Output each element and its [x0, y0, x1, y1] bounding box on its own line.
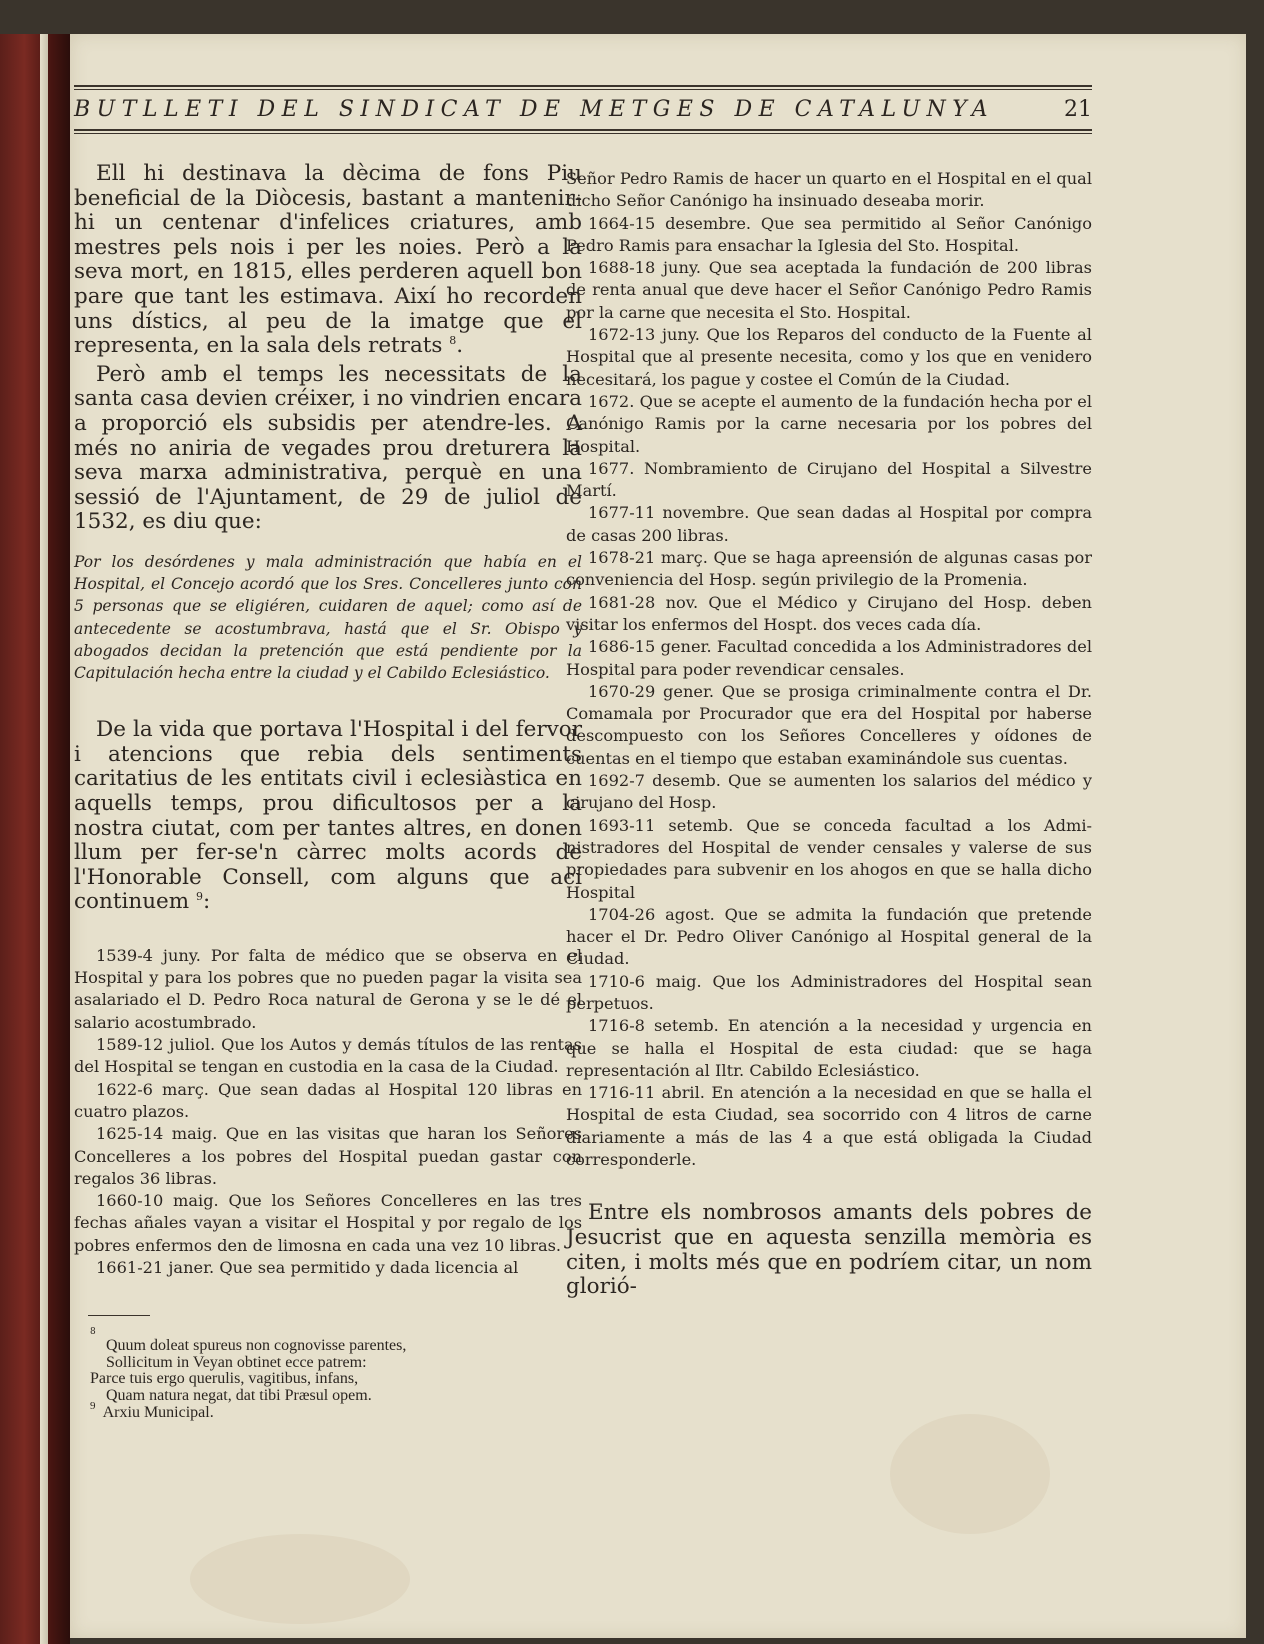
- record-entry: 1660-10 maig. Que los Señores Concelleres en las tres fechas añales vayan a visitar el Hospital y por regalo de los pobres enfermos den de limosna en cada una vez 10 libras.: [74, 1191, 582, 1255]
- record-entry: 1681-28 nov. Que el Médico y Cirujano del Hosp. deben visitar los enfermos del Hospt. dos veces cada día.: [566, 592, 1092, 634]
- footnote-ref: 9: [196, 890, 203, 904]
- footnote-9: $^9$ Arxiu Municipal.: [90, 1400, 214, 1422]
- record-entry: 1677. Nombramiento de Cirujano del Hospital a Silvestre Martí.: [566, 458, 1092, 501]
- record-entry: 1664-15 desembre. Que sea permitido al Señor Canónigo Pedro Ramis para ensachar la Iglesia del Sto. Hospital.: [566, 213, 1092, 255]
- record-entry: 1693-11 setemb. Que se conceda facultad a los Administradores del Hospital de vender censales y valerse de sus propiedades para subvenir en los ahogos en que se halla dicho Hospital: [566, 815, 1092, 902]
- record-entry: 1677-11 novembre. Que sean dadas al Hospital por compra de casas 200 libras.: [566, 503, 1092, 545]
- record-entry: 1625-14 maig. Que en las visitas que haran los Señores Concelleres a los pobres del Hospital puedan gastar con regalos 36 libras.: [74, 1124, 582, 1188]
- quoted-record: Por los desórdenes y mala administración que había en el Hospital, el Concejo acordó que los Sres. Concelleres junto con 5 personas que se eligiéren, cuidaren de aquel; como así de antecedente se acostumbrava, hastá que el Sr. Obispo y abogados decidan la pretención que está pendiente por la Capitulación hecha entre la ciudad y el Cabildo Eclesiástico.: [74, 552, 582, 682]
- left-column: [74, 162, 582, 1422]
- running-header: [74, 49, 1092, 139]
- page-edge: [40, 34, 48, 1644]
- record-entry: 1686-15 gener. Facultad concedida a los Administradores del Hospital para poder revendicar censales.: [566, 637, 1092, 679]
- closing-paragraph: Entre els nombrosos amants dels pobres de Jesucrist que en aquesta senzilla memòria es citen, i molts més que en podríem citar, un nom glorió-: [566, 1200, 1092, 1300]
- record-entry: 1678-21 març. Que se haga apreensión de algunas casas por conveniencia del Hosp. según privilegio de la Promenia.: [566, 548, 1092, 590]
- footnote-poem: Quum doleat spureus non cognovisse parentes, Sollicitum in Veyan obtinet ecce patrem: Parce tuis ergo querulis, vagitibus, infans, Quam natura negat, dat tibi Præsul opem.: [90, 1337, 407, 1404]
- record-entry: 1672-13 juny. Que los Reparos del conducto de la Fuente al Hospital que al presente necesita, como y los que en venidero necesitará, los pague y costee el Común de la Ciudad.: [566, 325, 1092, 389]
- record-entry: 1589-12 juliol. Que los Autos y demás títulos de las rentas del Hospital se tengan en custodia en la casa de la Ciudad.: [74, 1035, 582, 1077]
- record-entry: 1710-6 maig. Que los Administradores del Hospital sean perpetuos.: [566, 971, 1092, 1013]
- right-column: [566, 168, 1092, 1300]
- page-number: 21: [1064, 97, 1092, 122]
- record-entry: Señor Pedro Ramis de hacer un quarto en el Hospital en el qual dicho Señor Canónigo ha insinuado deseaba morir.: [566, 169, 1092, 211]
- record-entry: 1688-18 juny. Que sea aceptada la fundación de 200 libras de renta anual que deve hacer el Señor Canónigo Pedro Ramis por la carne que necesita el Sto. Hospital.: [566, 258, 1092, 322]
- record-entry: 1692-7 desemb. Que se aumenten los salarios del médico y cirujano del Hosp.: [566, 771, 1092, 813]
- footnote-ref: 8: [449, 334, 457, 348]
- record-entry: 1704-26 agost. Que se admita la fundación que pretende hacer el Dr. Pedro Oliver Canónigo al Hospital general de la Ciudad.: [566, 904, 1092, 969]
- footnote-divider: [88, 1315, 150, 1316]
- book-spine: [0, 34, 70, 1644]
- record-entry: 1661-21 janer. Que sea permitido y dada licencia al: [96, 1258, 519, 1278]
- record-entry: 1622-6 març. Que sean dadas al Hospital 120 libras en cuatro plazos.: [74, 1079, 582, 1121]
- footnote-number: 8: [90, 1327, 96, 1338]
- journal-title: BUTLLETI DEL SINDICAT DE METGES DE CATALUNYA: [74, 97, 994, 122]
- record-entry: 1539-4 juny. Por falta de médico que se observa en el Hospital y para los pobres que no pueden pagar la visita sea asalariado el D. Pedro Roca natural de Gerona y se le dé el salario acostumbrado.: [74, 945, 582, 1032]
- record-entry: 1672. Que se acepte el aumento de la fundación hecha por el Canónigo Ramis por la carne necesaria por los pobres del Hospital.: [566, 391, 1092, 456]
- paragraph: Però amb el temps les necessitats de la santa casa devien créixer, i no vindrien encara a proporció els subsidis per atendre-les. A més no aniria de vegades prou dreturera la seva marxa administrativa, perquè en una sessió de l'Ajuntament, de 29 de juliol de 1532, es diu que:: [74, 361, 582, 535]
- record-entry: 1670-29 gener. Que se prosiga criminalmente contra el Dr. Comamala por Procurador que era del Hospital por haberse descompuesto con los Señores Concelleres y oídones de cuentas en el tiempo que estaban examinándole sus cuentas.: [566, 681, 1092, 768]
- paragraph: De la vida que portava l'Hospital i del fervor i atencions que rebia dels sentiments caritatius de les entitats civil i eclesiàstica en aquells temps, prou dificultosos per a la nostra ciutat, com per tantes altres, en donen llum per fer-se'n càrrec molts acords de l'Honorable Consell, com alguns que ací continuem $^9$:: [74, 717, 582, 915]
- paragraph: Ell hi destinava la dècima de fons Piu beneficial de la Diòcesis, bastant a mantenir-hi un centenar d'infelices criatures, amb mestres pels nois i per les noies. Però a la seva mort, en 1815, elles perderen aquell bon pare que tant les estimava. Així ho recorden uns dístics, al peu de la imatge que el representa, en la sala dels retrats $^8$.: [74, 161, 582, 359]
- record-entry: 1716-8 setemb. En atención a la necesidad y urgencia en que se halla el Hospital de esta ciudad: que se haga representación al Iltr. Cabildo Eclesiástico.: [566, 1016, 1092, 1080]
- record-entry: 1716-11 abril. En atención a la necesidad en que se halla el Hospital de esta Ciudad, sea socorrido con 4 litros de carne diariamente a más de las 4 a que está obligada la Ciudad corresponderle.: [566, 1083, 1092, 1170]
